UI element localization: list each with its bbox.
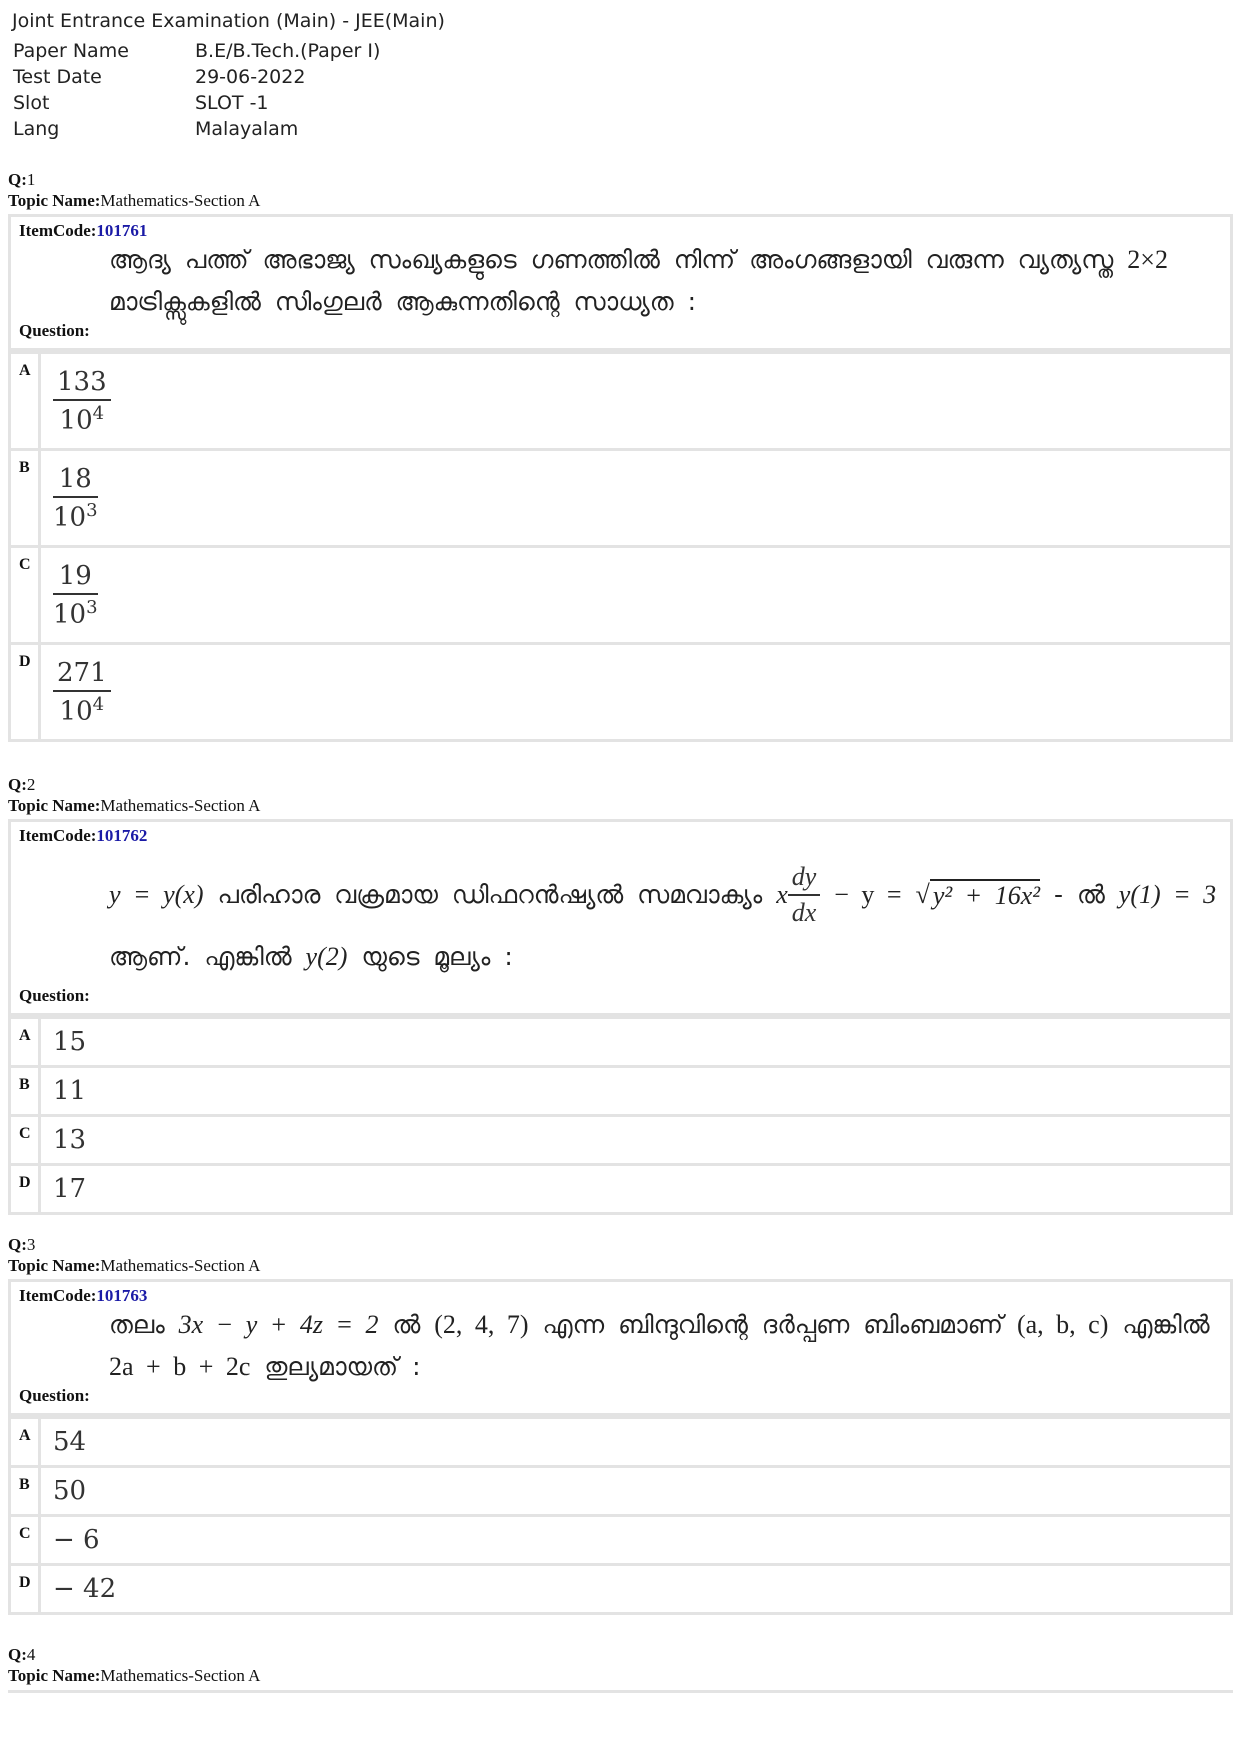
option-letter: B	[11, 1068, 41, 1114]
question-card	[8, 819, 1233, 1215]
option-value: − 42	[53, 1574, 117, 1604]
question-card	[8, 214, 1233, 742]
fraction: $\frac{18}{10^3}$	[53, 463, 98, 533]
fraction: $\frac{133}{10^4}$	[53, 367, 111, 436]
option-value: 15	[53, 1027, 87, 1057]
exam-meta-table	[13, 38, 380, 142]
question-cell	[11, 1282, 1230, 1416]
option-value	[41, 354, 1230, 448]
option-letter: D	[11, 1166, 41, 1212]
meta-value: SLOT -1	[195, 92, 269, 114]
option-letter: C	[11, 1117, 41, 1163]
meta-value: B.E/B.Tech.(Paper I)	[195, 40, 381, 62]
meta-label: Lang	[13, 118, 60, 140]
option-c[interactable]	[11, 1114, 1230, 1163]
option-b[interactable]	[11, 1065, 1230, 1114]
meta-label: Test Date	[13, 66, 102, 88]
question-block-3	[8, 1235, 1233, 1615]
option-d[interactable]	[11, 1563, 1230, 1612]
option-value	[41, 548, 1230, 642]
question-block-4	[8, 1645, 1233, 1687]
item-code: ItemCode:101761	[19, 221, 148, 240]
question-number: Q:1	[8, 170, 36, 189]
option-value: 50	[53, 1476, 87, 1506]
topic-name: Topic Name:Mathematics-Section A	[8, 1256, 261, 1275]
option-b[interactable]	[11, 448, 1230, 545]
option-a[interactable]	[11, 1016, 1230, 1065]
question-text-line2: മാട്രിക്സുകളിൽ സിംഗുലർ ആകുന്നതിന്റെ സാധ്യത :	[109, 287, 697, 316]
option-letter: D	[11, 645, 41, 739]
option-value: 11	[53, 1076, 87, 1106]
option-a[interactable]	[11, 351, 1230, 448]
option-letter: B	[11, 1468, 41, 1514]
question-text-line2: 2a + b + 2c തുല്യമായത് :	[109, 1352, 421, 1381]
meta-row	[13, 38, 380, 64]
option-letter: A	[11, 354, 41, 448]
option-b[interactable]	[11, 1465, 1230, 1514]
meta-row	[13, 116, 380, 142]
question-label: Question:	[19, 1386, 90, 1405]
question-block-2	[8, 775, 1233, 1215]
option-letter: D	[11, 1566, 41, 1612]
item-code: ItemCode:101762	[19, 826, 148, 845]
option-letter: C	[11, 548, 41, 642]
question-text: ആദ്യ പത്ത് അഭാജ്യ സംഖ്യകളുടെ ഗണത്തിൽ നിന്ന് അംഗങ്ങളായി വരുന്ന വ്യത്യസ്ത 2×2	[109, 245, 1168, 274]
question-cell	[11, 822, 1230, 1016]
meta-label: Paper Name	[13, 40, 129, 62]
option-value: 17	[53, 1174, 87, 1204]
question-number: Q:2	[8, 775, 36, 794]
meta-value: Malayalam	[195, 118, 299, 140]
card-top-border	[8, 1690, 1233, 1693]
meta-label: Slot	[13, 92, 50, 114]
question-text: തലം 3x − y + 4z = 2 ൽ (2, 4, 7) എന്ന ബിന്ദുവിന്റെ ദർപ്പണ ബിംബമാണ് (a, b, c) എങ്കിൽ	[109, 1310, 1210, 1339]
meta-row	[13, 64, 380, 90]
topic-name: Topic Name:Mathematics-Section A	[8, 191, 261, 210]
option-value	[41, 451, 1230, 545]
question-number: Q:3	[8, 1235, 36, 1254]
option-letter: A	[11, 1419, 41, 1465]
option-a[interactable]	[11, 1416, 1230, 1465]
option-letter: A	[11, 1019, 41, 1065]
option-c[interactable]	[11, 545, 1230, 642]
question-number: Q:4	[8, 1645, 36, 1664]
option-value: 13	[53, 1125, 87, 1155]
option-letter: C	[11, 1517, 41, 1563]
meta-value: 29-06-2022	[195, 66, 306, 88]
fraction: $\frac{19}{10^3}$	[53, 560, 98, 630]
option-value: 54	[53, 1427, 87, 1457]
option-d[interactable]	[11, 1163, 1230, 1212]
question-text: y = y(x) പരിഹാര വക്രമായ ഡിഫറൻഷ്യൽ സമവാക്യം x $\frac{dy}{dx}$ − y = √ y² + 16x² - ൽ y(1) = 3	[109, 862, 1217, 927]
meta-row	[13, 90, 380, 116]
option-value: − 6	[53, 1525, 100, 1555]
fraction: $\frac{271}{10^4}$	[53, 658, 111, 727]
option-d[interactable]	[11, 642, 1230, 739]
exam-header	[12, 10, 445, 142]
option-value	[41, 645, 1230, 739]
option-c[interactable]	[11, 1514, 1230, 1563]
question-label: Question:	[19, 321, 90, 340]
question-block-1	[8, 170, 1233, 742]
question-text-line2: ആണ്. എങ്കിൽ y(2) യുടെ മൂല്യം :	[109, 942, 513, 971]
question-cell	[11, 217, 1230, 351]
topic-name: Topic Name:Mathematics-Section A	[8, 1666, 261, 1685]
derivative-fraction: $\frac{dy}{dx}$	[788, 862, 821, 928]
question-label: Question:	[19, 986, 90, 1005]
topic-name: Topic Name:Mathematics-Section A	[8, 796, 261, 815]
exam-title: Joint Entrance Examination (Main) - JEE(Main)	[12, 10, 445, 32]
question-card	[8, 1279, 1233, 1615]
option-letter: B	[11, 451, 41, 545]
item-code: ItemCode:101763	[19, 1286, 148, 1305]
